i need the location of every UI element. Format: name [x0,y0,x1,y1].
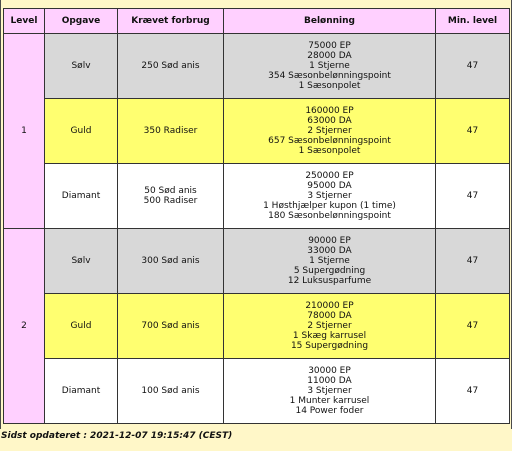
header-reward: Belønning [224,9,436,34]
reward-cell [224,34,436,99]
reward-line: 1 Skæg karrusel [292,331,367,341]
header-task: Opgave [45,9,118,34]
reward-line: 5 Supergødning [293,266,366,276]
reward-line: 1 Sæsonpolet [298,146,361,156]
table-row [4,294,510,359]
reward-line: 90000 EP [308,236,351,246]
reward-line: 95000 DA [307,181,352,191]
reward-line: 12 Luksusparfume [287,276,372,286]
reward-line: 63000 DA [307,116,352,126]
required-cell [118,229,224,294]
required-line: 700 Sød anis [141,321,200,331]
header-level: Level [4,9,45,34]
reward-line: 657 Sæsonbelønningspoint [268,136,391,146]
reward-line: 3 Stjerner [307,386,352,396]
reward-table [3,8,510,424]
required-line: 500 Radiser [143,196,198,206]
reward-line: 2 Stjerner [307,321,352,331]
reward-line: 210000 EP [305,301,354,311]
task-cell: Diamant [45,359,118,424]
table-row [4,34,510,99]
required-cell [118,164,224,229]
reward-cell [224,294,436,359]
reward-line: 2 Stjerner [307,126,352,136]
task-cell: Diamant [45,164,118,229]
task-cell: Sølv [45,229,118,294]
level-cell: 1 [4,34,45,229]
header-min-level: Min. level [436,9,510,34]
table-row [4,229,510,294]
reward-line: 180 Sæsonbelønningspoint [268,211,391,221]
reward-line: 14 Power foder [295,406,364,416]
required-line: 50 Sød anis [144,186,197,196]
required-cell [118,34,224,99]
table-row [4,99,510,164]
min-level-cell: 47 [436,164,510,229]
reward-cell [224,229,436,294]
reward-line: 30000 EP [308,366,351,376]
header-row [4,9,510,34]
reward-cell [224,164,436,229]
table-row [4,164,510,229]
reward-line: 33000 DA [307,246,352,256]
required-cell [118,294,224,359]
min-level-cell: 47 [436,229,510,294]
reward-line: 75000 EP [308,41,351,51]
last-updated: Sidst opdateret : 2021-12-07 19:15:47 (CEST) [1,431,233,441]
reward-line: 160000 EP [305,106,354,116]
reward-line: 1 Høsthjælper kupon (1 time) [263,201,396,211]
reward-line: 1 Stjerne [309,256,350,266]
reward-cell [224,99,436,164]
min-level-cell: 47 [436,359,510,424]
reward-line: 3 Stjerner [307,191,352,201]
table-body [4,34,510,424]
required-line: 100 Sød anis [141,386,200,396]
reward-line: 15 Supergødning [290,341,369,351]
min-level-cell: 47 [436,294,510,359]
required-cell [118,359,224,424]
task-cell: Sølv [45,34,118,99]
reward-line: 354 Sæsonbelønningspoint [268,71,391,81]
reward-line: 250000 EP [305,171,354,181]
min-level-cell: 47 [436,34,510,99]
table-row [4,359,510,424]
task-cell: Guld [45,294,118,359]
required-line: 250 Sød anis [141,61,200,71]
required-line: 350 Radiser [143,126,198,136]
reward-cell [224,359,436,424]
task-cell: Guld [45,99,118,164]
reward-line: 78000 DA [307,311,352,321]
header-required: Krævet forbrug [118,9,224,34]
reward-line: 1 Stjerne [309,61,350,71]
required-line: 300 Sød anis [141,256,200,266]
level-cell: 2 [4,229,45,424]
reward-line: 11000 DA [307,376,352,386]
required-cell [118,99,224,164]
reward-line: 28000 DA [307,51,352,61]
reward-line: 1 Sæsonpolet [298,81,361,91]
min-level-cell: 47 [436,99,510,164]
reward-line: 1 Munter karrusel [289,396,370,406]
